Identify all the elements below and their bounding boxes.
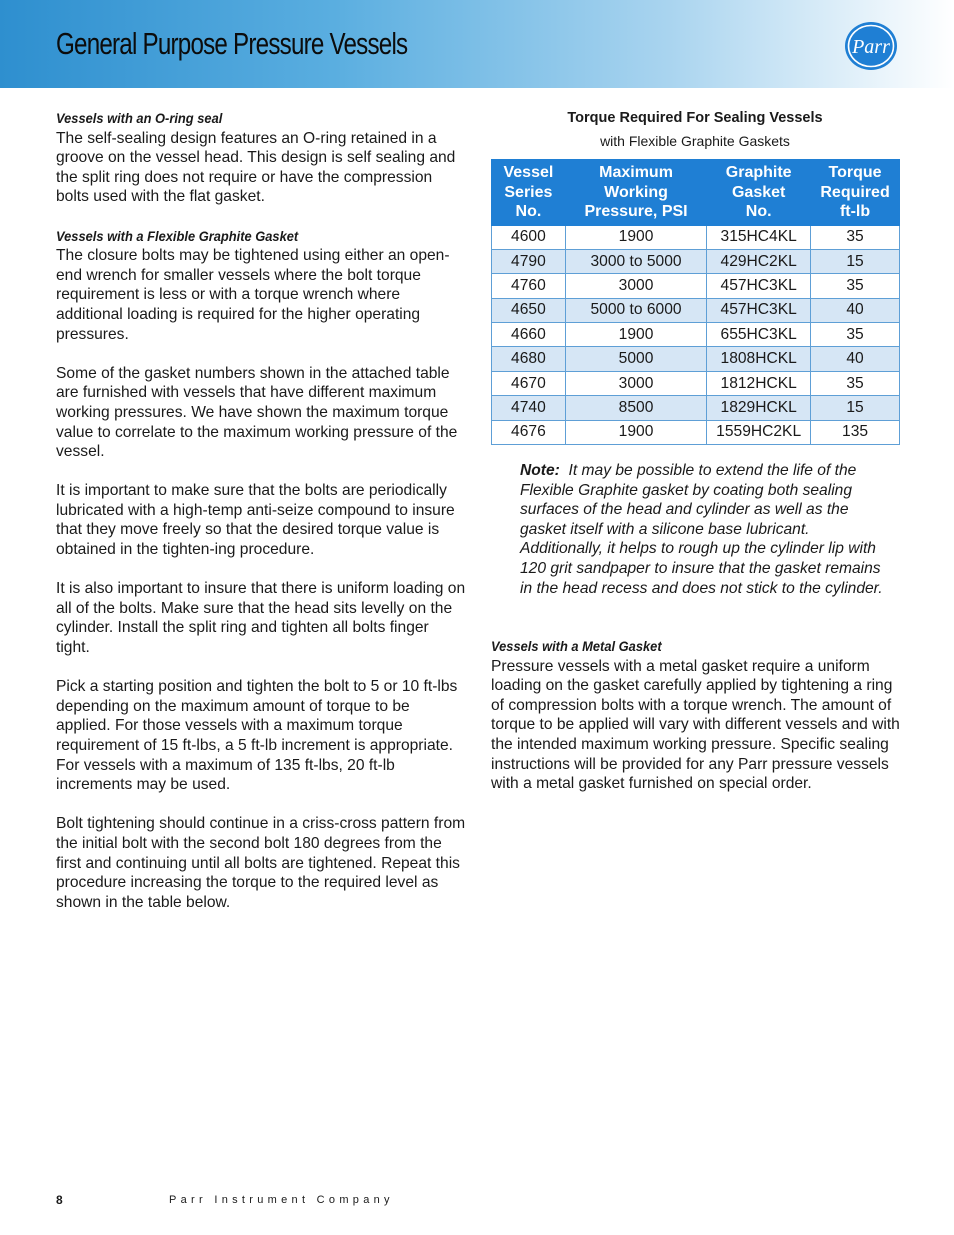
note bbox=[520, 461, 890, 598]
table-cell: 4600 bbox=[492, 225, 566, 249]
torque-table bbox=[491, 159, 900, 445]
graphite-paragraph: It is also important to insure that there is uniform loading on all of the bolts. Make sure that the head sits levelly on the cylinder. Install the split ring and tighten all bolts finger tight. bbox=[56, 580, 466, 657]
table-cell: 35 bbox=[811, 371, 900, 395]
table-title: Torque Required For Sealing Vessels bbox=[567, 110, 823, 126]
table-row bbox=[492, 420, 900, 444]
table-row bbox=[492, 323, 900, 347]
table-cell: 457HC3KL bbox=[707, 274, 811, 298]
table-cell: 4676 bbox=[492, 420, 566, 444]
table-cell: 655HC3KL bbox=[707, 323, 811, 347]
graphite-paragraph: Pick a starting position and tighten the bolt to 5 or 10 ft-lbs depending on the maximum amount of torque to be applied. For those vessels with a maximum torque requirement of 15 ft-lbs, a 5 ft-lb increment is appropriate. For vessels with a maximum of 135 ft-lbs, 20 ft-lb increments may be used. bbox=[56, 678, 458, 794]
table-cell: 3000 to 5000 bbox=[565, 249, 706, 273]
column-header: Vessel Series No. bbox=[492, 160, 566, 226]
table-row bbox=[492, 298, 900, 322]
table-row bbox=[492, 274, 900, 298]
table-cell: 35 bbox=[811, 225, 900, 249]
table-cell: 4790 bbox=[492, 249, 566, 273]
note-label: Note: bbox=[520, 462, 560, 479]
table-cell: 35 bbox=[811, 274, 900, 298]
table-cell: 315HC4KL bbox=[707, 225, 811, 249]
table-cell: 4760 bbox=[492, 274, 566, 298]
table-cell: 3000 bbox=[565, 274, 706, 298]
table-cell: 4740 bbox=[492, 396, 566, 420]
table-row bbox=[492, 347, 900, 371]
table-cell: 4670 bbox=[492, 371, 566, 395]
column-header: Maximum Working Pressure, PSI bbox=[565, 160, 706, 226]
table-cell: 40 bbox=[811, 347, 900, 371]
oring-heading: Vessels with an O-ring seal bbox=[56, 110, 223, 126]
table-cell: 4680 bbox=[492, 347, 566, 371]
metal-gasket-heading: Vessels with a Metal Gasket bbox=[491, 638, 662, 654]
table-cell: 1559HC2KL bbox=[707, 420, 811, 444]
metal-gasket-section bbox=[491, 637, 901, 794]
note-text: It may be possible to extend the life of the Flexible Graphite gasket by coating both sealing surfaces of the head and cylinder as well as the gasket itself with a silicone base lubricant. Additionally, it helps to rough up the cylinder lip with 120 grit sandpaper to insure that the gasket remains in the head recess and does not stick to the cylinder. bbox=[520, 462, 883, 597]
table-cell: 1812HCKL bbox=[707, 371, 811, 395]
table-row bbox=[492, 249, 900, 273]
table-cell: 35 bbox=[811, 323, 900, 347]
table-row bbox=[492, 396, 900, 420]
table-cell: 457HC3KL bbox=[707, 298, 811, 322]
table-cell: 5000 to 6000 bbox=[565, 298, 706, 322]
table-cell: 1808HCKL bbox=[707, 347, 811, 371]
table-subtitle: with Flexible Graphite Gaskets bbox=[600, 133, 790, 149]
column-header: Graphite Gasket No. bbox=[707, 160, 811, 226]
graphite-heading: Vessels with a Flexible Graphite Gasket bbox=[56, 227, 299, 244]
graphite-paragraph: It is important to make sure that the bolts are periodically lubricated with a high-temp anti-seize compound to insure that they move freely so that the desired torque value is obtained in the tighten-ing procedure. bbox=[56, 482, 455, 559]
footer-company: Parr Instrument Company bbox=[169, 1194, 394, 1206]
table-cell: 4660 bbox=[492, 323, 566, 347]
graphite-paragraph: Some of the gasket numbers shown in the attached table are furnished with vessels that have different maximum working pressures. We have shown the maximum torque value to correlate to the maximum working pressure of the vessel. bbox=[56, 364, 458, 461]
table-cell: 40 bbox=[811, 298, 900, 322]
table-cell: 8500 bbox=[565, 396, 706, 420]
page-number: 8 bbox=[56, 1193, 63, 1207]
table-cell: 4650 bbox=[492, 298, 566, 322]
column-header: Torque Required ft-lb bbox=[811, 160, 900, 226]
left-column bbox=[56, 109, 466, 932]
table-cell: 15 bbox=[811, 396, 900, 420]
table-cell: 1829HCKL bbox=[707, 396, 811, 420]
table-cell: 3000 bbox=[565, 371, 706, 395]
graphite-paragraph: The closure bolts may be tightened using either an open-end wrench for smaller vessels where the bolt torque requirement is less or with a torque wrench where additional loading is required for the higher operating pressures. bbox=[56, 247, 450, 343]
table-row bbox=[492, 225, 900, 249]
graphite-paragraph: Bolt tightening should continue in a criss-cross pattern from the initial bolt with the second bolt 180 degrees from the first and continuing until all bolts are tightened. Repeat this procedure increasing the torque to the required level as shown in the table below. bbox=[56, 815, 466, 911]
table-header-row bbox=[492, 160, 900, 226]
page-title: General Purpose Pressure Vessels bbox=[56, 26, 408, 61]
logo-text: Parr bbox=[852, 36, 890, 58]
parr-logo bbox=[843, 20, 899, 72]
oring-text: The self-sealing design features an O-ring retained in a groove on the vessel head. This design is self sealing and the split ring does not require or have the compression bolts used with the flat gasket. bbox=[56, 129, 456, 206]
table-cell: 135 bbox=[811, 420, 900, 444]
metal-gasket-text: Pressure vessels with a metal gasket require a uniform loading on the gasket carefully applied by tightening a ring of compression bolts with a torque wrench. The amount of torque to be applied will vary with different vessels and with the intended maximum working pressure. Specific sealing instructions will be provided for any Parr pressure vessels with a metal gasket furnished on special order. bbox=[491, 657, 900, 793]
table-cell: 15 bbox=[811, 249, 900, 273]
table-cell: 429HC2KL bbox=[707, 249, 811, 273]
table-cell: 1900 bbox=[565, 225, 706, 249]
table-cell: 1900 bbox=[565, 323, 706, 347]
table-row bbox=[492, 371, 900, 395]
table-cell: 5000 bbox=[565, 347, 706, 371]
table-cell: 1900 bbox=[565, 420, 706, 444]
